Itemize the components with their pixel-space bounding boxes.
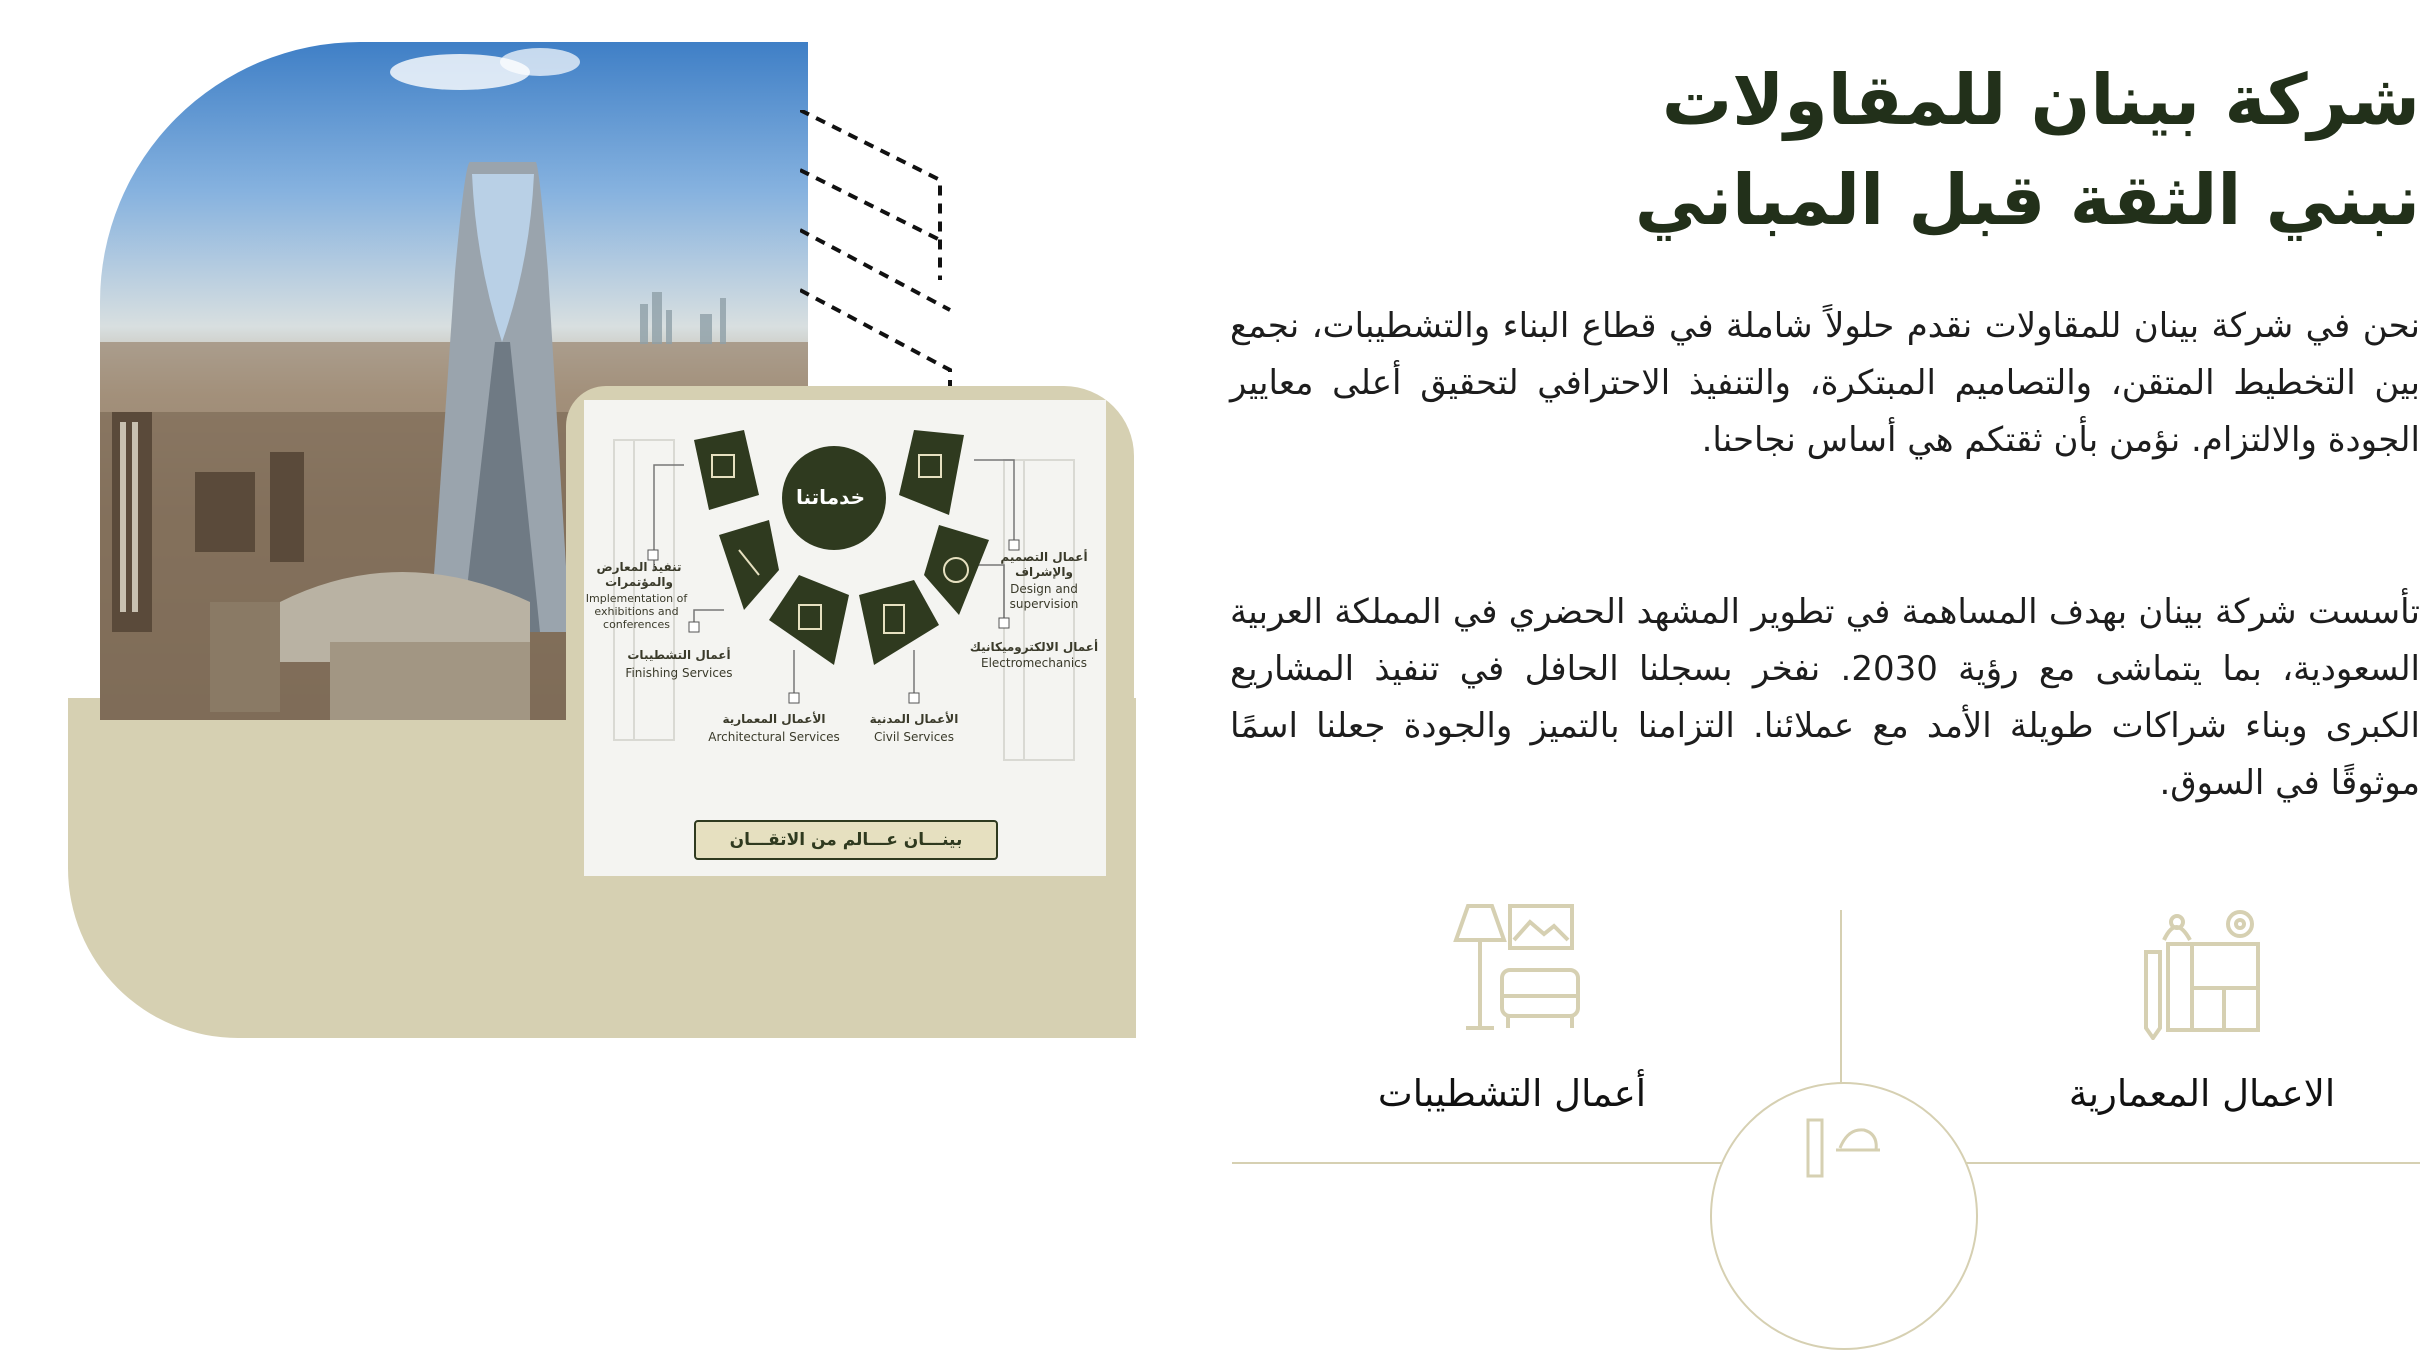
- intro-paragraph: نحن في شركة بينان للمقاولات نقدم حلولاً شاملة في قطاع البناء والتشطيبات، نجمع بين التخطيط المتقن، والتصاميم المبتكرة، والتنفيذ الاحترافي لتحقيق أعلى معايير الجودة والالتزام. نؤمن بأن ثقتكم هي أساس نجاحنا.: [1230, 306, 2420, 460]
- features-row: [1232, 900, 2420, 1170]
- feature-finishing[interactable]: [1302, 900, 1722, 1115]
- services-infographic: [584, 400, 1106, 876]
- service-1-ar: أعمال التصميم والإشراف: [1000, 550, 1088, 579]
- service-6-ar: تنفيذ المعارض والمؤتمرات: [596, 560, 682, 589]
- service-3-en: Civil Services: [874, 730, 954, 744]
- about-paragraph: تأسست شركة بينان بهدف المساهمة في تطوير المشهد الحضري في المملكة العربية السعودية، بما يتماشى مع رؤية 2030. نفخر بسجلنا الحافل في تنفيذ المشاريع الكبرى وبناء شراكات طويلة الأمد مع عملائنا. التزامنا بالتميز والجودة جعلنا اسمًا موثوقًا في السوق.: [1230, 592, 2421, 803]
- title-line-1: شركة بينان للمقاولات: [1661, 59, 2420, 141]
- engineer-icon: [1800, 1118, 1884, 1178]
- service-5-en: Finishing Services: [625, 666, 733, 680]
- service-3-ar: الأعمال المدنية: [869, 712, 959, 726]
- interior-furniture-icon: [1442, 900, 1582, 1040]
- features-divider-vertical: [1840, 910, 1842, 1090]
- service-1-en: Design and supervision: [1009, 582, 1079, 611]
- service-2-en: Electromechanics: [980, 656, 1088, 670]
- services-hub-label: خدماتنا: [796, 485, 866, 509]
- feature-architecture-label: الاعمال المعمارية: [2068, 1072, 2336, 1115]
- architecture-blueprint-icon: [2132, 900, 2272, 1040]
- service-2-ar: أعمال الالكتروميكانيك: [969, 640, 1099, 654]
- service-4-ar: الأعمال المعمارية: [722, 712, 826, 726]
- feature-architecture[interactable]: [1992, 900, 2412, 1115]
- service-6-en: Implementation of exhibitions and conferences: [585, 592, 688, 631]
- service-4-en: Architectural Services: [708, 730, 840, 744]
- feature-finishing-label: أعمال التشطيبات: [1377, 1072, 1647, 1115]
- service-5-ar: أعمال التشطيبات: [627, 648, 731, 662]
- title-line-2: نبني الثقة قبل المباني: [1634, 159, 2420, 241]
- services-banner: بينـــان عـــالم من الاتقـــان: [694, 820, 998, 860]
- hero-image-area: [0, 0, 1160, 1170]
- decorative-dashed-lines: [800, 110, 960, 410]
- page-title: [1635, 50, 2420, 250]
